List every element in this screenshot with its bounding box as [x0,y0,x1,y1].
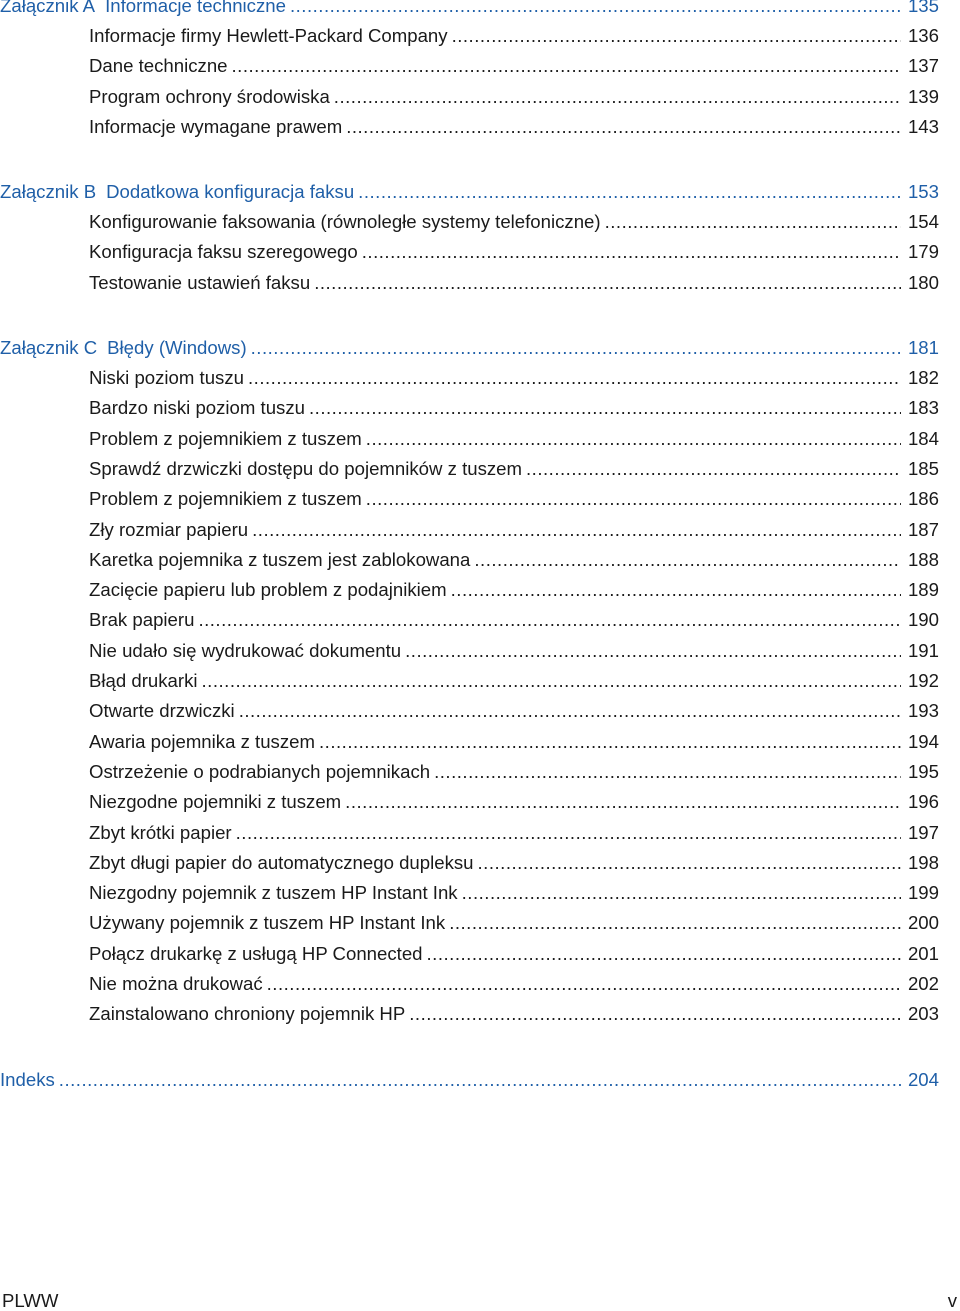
toc-heading-title: Indeks [0,1068,55,1090]
toc-entry[interactable] [0,881,960,911]
dot-leader [239,699,901,723]
footer-page-number: v [947,1290,957,1311]
dot-leader [449,911,901,935]
toc-heading-page: 153 [907,181,939,203]
toc-entry-page: 183 [907,397,939,419]
toc-entry[interactable] [0,942,960,972]
toc-entry-title: Ostrzeżenie o podrabianych pojemnikach [89,760,431,782]
dot-leader [478,851,901,875]
dot-leader [366,487,901,511]
toc-entry-title: Problem z pojemnikiem z tuszem [89,488,362,510]
dot-leader [248,366,901,390]
toc-entry[interactable] [0,271,960,301]
dot-leader [236,821,901,845]
toc-entry[interactable] [0,396,960,426]
toc-entry-title: Sprawdź drzwiczki dostępu do pojemników z tuszem [89,457,523,479]
toc-entry-page: 193 [907,700,939,722]
toc-entry-title: Konfiguracja faksu szeregowego [89,241,358,263]
toc-entry-page: 179 [907,241,939,263]
toc-entry-title: Karetka pojemnika z tuszem jest zablokowana [89,548,471,570]
toc-heading-title: Informacje techniczne [105,0,286,16]
toc-entry-title: Błąd drukarki [89,670,198,692]
toc-entry[interactable] [0,427,960,457]
dot-leader [319,730,901,754]
dot-leader [451,578,901,602]
toc-entry[interactable] [0,760,960,790]
toc-entry-page: 202 [907,973,939,995]
toc-entry[interactable] [0,730,960,760]
toc-entry[interactable] [0,210,960,240]
toc-entry-page: 198 [907,851,939,873]
toc-entry[interactable] [0,54,960,84]
dot-leader [252,518,901,542]
toc-entry-title: Brak papieru [89,609,195,631]
toc-entry-title: Niezgodne pojemniki z tuszem [89,791,342,813]
toc-entry-page: 192 [907,670,939,692]
toc-entry[interactable] [0,578,960,608]
toc-entry[interactable] [0,518,960,548]
toc-entry-title: Awaria pojemnika z tuszem [89,730,315,752]
toc-entry-title: Konfigurowanie faksowania (równoległe systemy telefoniczne) [89,211,601,233]
toc-entry-page: 196 [907,791,939,813]
toc-entry-title: Testowanie ustawień faksu [89,271,311,293]
dot-leader [345,790,901,814]
dot-leader [314,271,901,295]
toc-entry-title: Nie udało się wydrukować dokumentu [89,639,402,661]
dot-leader [267,972,901,996]
toc-heading-appendix-b[interactable] [0,180,960,210]
dot-leader [526,457,901,481]
toc-entry[interactable] [0,699,960,729]
dot-leader [290,0,901,18]
toc-section-appendix-b [0,180,960,301]
toc-entry-page: 201 [907,942,939,964]
dot-leader [434,760,901,784]
toc-entry[interactable] [0,366,960,396]
dot-leader [605,210,901,234]
toc-heading-appendix-c[interactable] [0,336,960,366]
dot-leader [366,427,901,451]
dot-leader [309,396,901,420]
toc-heading-prefix: Załącznik A [0,0,96,16]
toc-entry-page: 182 [907,367,939,389]
toc-entry[interactable] [0,115,960,145]
toc-entry[interactable] [0,457,960,487]
dot-leader [334,85,901,109]
dot-leader [202,669,901,693]
toc-entry-page: 139 [907,85,939,107]
toc-entry-page: 180 [907,271,939,293]
toc-heading-prefix: Załącznik B [0,181,97,203]
toc-entry-page: 186 [907,488,939,510]
toc-entry-page: 200 [907,912,939,934]
toc-entry[interactable] [0,1002,960,1032]
toc-entry-title: Zbyt krótki papier [89,821,232,843]
toc-entry-page: 184 [907,427,939,449]
toc-entry-title: Problem z pojemnikiem z tuszem [89,427,362,449]
toc-entry-title: Program ochrony środowiska [89,85,330,107]
toc-entry[interactable] [0,548,960,578]
toc-entry-page: 195 [907,760,939,782]
dot-leader [198,608,901,632]
toc-entry[interactable] [0,85,960,115]
toc-entry-title: Informacje firmy Hewlett-Packard Company [89,25,448,46]
toc-entry-title: Dane techniczne [89,55,228,77]
toc-entry[interactable] [0,639,960,669]
toc-entry[interactable] [0,608,960,638]
toc-entry-page: 137 [907,55,939,77]
toc-entry-title: Zainstalowano chroniony pojemnik HP [89,1003,406,1025]
toc-entry-title: Zacięcie papieru lub problem z podajnikiem [89,579,447,601]
dot-leader [452,24,901,48]
toc-entry[interactable] [0,821,960,851]
toc-section-appendix-c [0,336,960,1033]
toc-entry-title: Niski poziom tuszu [89,367,244,389]
toc-entry-page: 154 [907,211,939,233]
dot-leader [362,240,901,264]
toc-section-index [0,1068,960,1098]
toc-entry[interactable] [0,669,960,699]
dot-leader [462,881,901,905]
dot-leader [427,942,902,966]
toc-entry-title: Zły rozmiar papieru [89,518,249,540]
toc-entry-title: Nie można drukować [89,973,263,995]
dot-leader [251,336,901,360]
toc-section-appendix-a [0,0,960,145]
toc-heading-prefix: Załącznik C [0,337,98,359]
toc-entry-page: 185 [907,457,939,479]
toc-entry[interactable] [0,851,960,881]
toc-heading-page: 204 [907,1068,939,1090]
toc-entry-title: Bardzo niski poziom tuszu [89,397,305,419]
toc-entry-page: 189 [907,579,939,601]
toc-entry-title: Zbyt długi papier do automatycznego dupleksu [89,851,474,873]
toc-entry[interactable] [0,240,960,270]
dot-leader [358,180,901,204]
toc-entry-page: 187 [907,518,939,540]
dot-leader [59,1068,901,1092]
toc-entry[interactable] [0,972,960,1002]
toc-entry-page: 188 [907,548,939,570]
toc-entry-page: 203 [907,1003,939,1025]
toc-entry-page: 194 [907,730,939,752]
toc-entry-page: 199 [907,882,939,904]
toc-entry-page: 197 [907,821,939,843]
dot-leader [409,1002,901,1026]
toc-heading-appendix-a[interactable] [0,0,960,24]
toc-entry-title: Połącz drukarkę z usługą HP Connected [89,942,423,964]
toc-entry-title: Używany pojemnik z tuszem HP Instant Ink [89,912,446,934]
dot-leader [474,548,901,572]
dot-leader [346,115,901,139]
toc-entry-title: Informacje wymagane prawem [89,115,343,137]
toc-entry[interactable] [0,24,960,54]
toc-heading-page: 181 [907,337,939,359]
toc-entry-page: 136 [907,25,939,46]
toc-entry-page: 191 [907,639,939,661]
footer-doc-code: PLWW [2,1290,59,1311]
toc-entry-title: Otwarte drzwiczki [89,700,235,722]
toc-entry-title: Niezgodny pojemnik z tuszem HP Instant Ink [89,882,458,904]
dot-leader [232,54,901,78]
toc-entry-page: 190 [907,609,939,631]
toc-heading-title: Błędy (Windows) [107,337,247,359]
toc-heading-page: 135 [907,0,939,16]
dot-leader [405,639,901,663]
toc-entry-page: 143 [907,115,939,137]
toc-entry[interactable] [0,487,960,517]
toc-entry[interactable] [0,790,960,820]
toc-heading-index[interactable] [0,1068,960,1098]
toc-heading-title: Dodatkowa konfiguracja faksu [106,181,355,203]
toc-entry[interactable] [0,911,960,941]
